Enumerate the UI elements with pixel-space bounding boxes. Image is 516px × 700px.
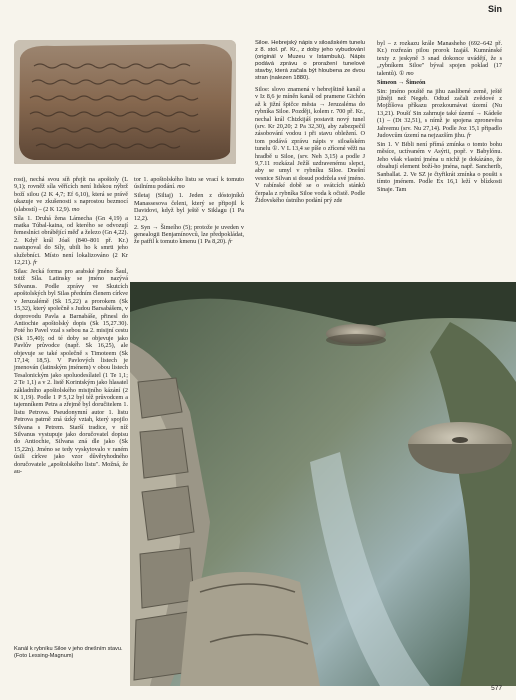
entry-siloe: Siloe: slovo znamená v hebrejštině kanál a v Iz 8,6 je míněn kanál od pramene Gichón až k jižní špičce města → Jeruzaléma do rybníka Siloe. Později, kolem r. 700 př. Kr., nechal král Chizkijáš postavit nový tunel (srv. Kr 20,20; 2 Pa 32,30), aby zabezpečil zásobování vodou i při stavu obležení. O tom podává zprávu nápis v siloašském tunelu ①. V L 13,4 se píše o zřícené věži na hradbě u Siloe, (srv. Neh 3,15) a podle J 9,7.11 rozkázal Ježíš uzdravenému slepci, aby se umyl v rybníku Siloe. Dnešní vesnice Silvan si dosud podržela své jméno. V rabínské době se o svátcích stánků čerpala z rybníka Siloe voda k očistě. Podle Židovského ústního podání prý zde	[255, 86, 365, 205]
photo-caption-siloe: Siloe. Hebrejský nápis v siloašském tunelu z 8. stol. př. Kr., z doby jeho vybudování (originál v Muzeu v Istambulu). Nápis podává zprávu o proražení tunelové stavby, která začala být hloubena ze dvou stran (nalezen 1880).	[255, 40, 365, 81]
photo-caption: Kanál k rybníku Siloe v jeho dnešním stavu. (Foto Lessing-Magnum)	[14, 646, 123, 659]
entry-simeon: Simeon → Šimeón	[377, 78, 426, 86]
entry-silas: Silas: Jecká forma pro arabské jméno Šaul, totiž Síla. Latinsky se jméno nazývá Silvanus. Podle zprávy ve Skutcích apoštolských byl Silas předním členem církve v Jeruzalémě (Sk 15,22) a prorokem (Sk 15,32), který společně s Judou Barsabášem, v doprovodu Pavla a Barnabáše, přinesl do Antiochie apoštolský dopis (Sk 15,27.30). Poté ho Pavel vzal s sebou na 2. misijní cestu (Sk 15,40); od té doby se objevuje jako Pavlův průvodce (např. Sk 16,25), ale objevuje se také společně s Timoteem (Sk 17,14; 18,5). V Pavlových listech je jmenován (latinským jménem) v obou listech Tesalonickým jako spoluodesílatel (1 Te 1,1; 2 Te 1,1) a v 2. listě Korintským jako hlasatel základního apoštolského misijního kázání (2 K 1,19). Podle 1 P 5,12 byl též průvodcem a tajemníkem Petra a zřejmě byl doručitelem 1. listu Petrova. Pseudonymní autor 1. listu Petrova patrně zná úzký vztah, který spojilo Silvana s Petrem. Starší tradice, v níž Silvanus vystupuje jako doručovatel dopisu do Antiochie, Silvana zná dle jako (Sk 15,22n). Jméno se tedy vyskytovalo v raném úsilí církve jako vzor důvěryhodného doručovatele „apoštolského listu". Možná, že au-	[14, 268, 128, 476]
column-a	[14, 176, 128, 477]
entry-sin-2: Sin 1. V Bibli není přímá zmínka o tomto bohu měsíce, uctívaném v Asýrii, popř. v Babylónu. Jeho však vlastní jména u nichž je dokázáno, že obsahují element boží-ho jména, např. Sancherib, Sanballat. 2. Ve SZ je čtyřikrát zmínka o poušti s tímto jménem. Podle Ex 16,1 leží v blízkosti Sinaje. Tam	[377, 141, 502, 193]
paragraph: rost), nechá svou síň přejít na apoštoly (L 9,1); rovněž síla věřících není lidskou nýbrž boží silou (2 K 4,7; Ef 6,10), která se právě ukazuje ve zkušenosti s naprostou bezmocí (slabostí) – (2 K 12,9). mo	[14, 176, 128, 213]
inscription-photo	[14, 40, 236, 164]
entry-sin-1: Sin: jméno pouště na jihu zaslíbené země, ještě jižněji než Negeb. Odtud začali zvědové z Mojžíšova příkazu prozkoumávat území (Nu 13,21). Poušť Sin zahrnuje také území → Kádeše (1) – (Dt 32,51), s nímž je spojena zpronevěra Jahvemu (srv. Nu 27,14). Podle Joz 15,1 připadlo Judovcům území na nejzazším jihu. fr	[377, 87, 502, 140]
column-c	[255, 40, 365, 206]
inscription-stone-icon	[14, 40, 236, 164]
column-d	[377, 40, 502, 195]
paragraph: tor 1. apoštolského listu se vrací k tomuto úsilnímu podání. mo	[134, 176, 244, 191]
page-number: 577	[491, 685, 502, 692]
column-b	[134, 176, 244, 247]
entry-siletaj: Siletaj (Siltaj) 1. Jeden z dóstojníků Manassesova čeleni, který se připojil k Davidovi, když byl ještě v Siklagu (1 Pa 12,2).	[134, 192, 244, 222]
entry-sila: Síla 1. Druhá žena Lámecha (Gn 4,19) a matka Túbal-kaina, od kterého se odvozují řemeslníci obrábějící měď a železo (Gn 4,22). 2. Kdyř král Jóaš (840–801 př. Kr.) nastupoval do Síly, ubili ho k smrti jeho služebníci. Místo není lokalizováno (2 Kr 12,21). fr	[14, 214, 128, 267]
running-head: Sin	[487, 4, 502, 14]
paragraph: 2. Syn → Šimeího (5); protože je uveden v genealogii Benjamínovců, lze předpokládat, že patřil k tomuto kmenu (1 Pa 8,20). fr	[134, 223, 244, 246]
paragraph: byl – z rozkazu krále Manasheho (692–642 př. Kr.) rozřezán pilou prorok Izajáš. Kumránské texty z jeskyně 3 snad dokonce uvádějí, že s „rybníkem Siloe" býval spojen poklad (17 talentů). ① mo	[377, 40, 502, 77]
siloe-channel-photo	[130, 282, 516, 686]
water-channel-icon	[130, 282, 516, 686]
